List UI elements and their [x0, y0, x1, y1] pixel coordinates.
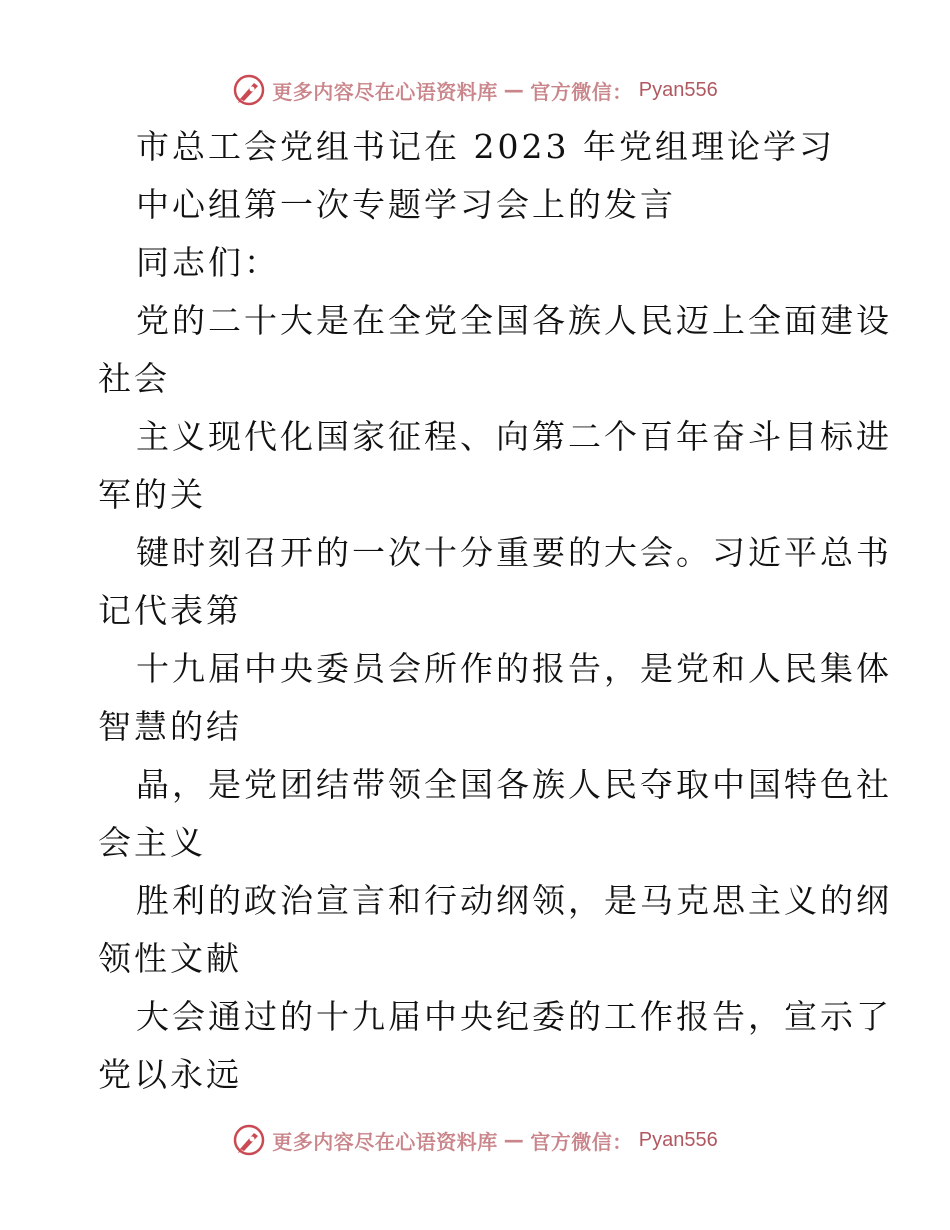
document-line: 市总工会党组书记在 2023 年党组理论学习: [136, 127, 835, 166]
document-body: [98, 118, 892, 1104]
watermark-contact-label: 官方微信：: [530, 79, 633, 104]
document-line: 十九届中央委员会所作的报告，是党和人民集体: [136, 649, 892, 688]
document-line: 党以永远: [98, 1055, 242, 1094]
document-line: 军的关: [98, 475, 206, 514]
watermark-main-text: 更多内容尽在心语资料库: [272, 79, 498, 104]
pen-logo-icon: [232, 1123, 266, 1157]
document-line: 社会: [98, 359, 170, 398]
document-line: 键时刻召开的一次十分重要的大会。习近平总书: [136, 533, 892, 572]
watermark-main-text: 更多内容尽在心语资料库: [272, 1129, 498, 1154]
pen-logo-icon: [232, 73, 266, 107]
watermark-contact-id: Pyan556: [638, 78, 718, 101]
watermark-dash: —: [503, 1128, 525, 1152]
watermark-dash: —: [503, 78, 525, 102]
header-watermark: [0, 70, 950, 110]
document-line: 党的二十大是在全党全国各族人民迈上全面建设: [136, 301, 892, 340]
document-line: 胜利的政治宣言和行动纲领，是马克思主义的纲: [136, 881, 892, 920]
document-line: 领性文献: [98, 939, 242, 978]
document-line: 记代表第: [98, 591, 242, 630]
document-line: 同志们：: [136, 243, 280, 282]
document-line: 主义现代化国家征程、向第二个百年奋斗目标进: [136, 417, 892, 456]
document-line: 会主义: [98, 823, 206, 862]
footer-watermark: [0, 1120, 950, 1160]
watermark-contact-id: Pyan556: [638, 1128, 718, 1151]
document-line: 晶，是党团结带领全国各族人民夺取中国特色社: [136, 765, 892, 804]
document-line: 中心组第一次专题学习会上的发言: [136, 185, 676, 224]
document-line: 智慧的结: [98, 707, 242, 746]
watermark-contact-label: 官方微信：: [530, 1129, 633, 1154]
document-line: 大会通过的十九届中央纪委的工作报告，宣示了: [136, 997, 892, 1036]
